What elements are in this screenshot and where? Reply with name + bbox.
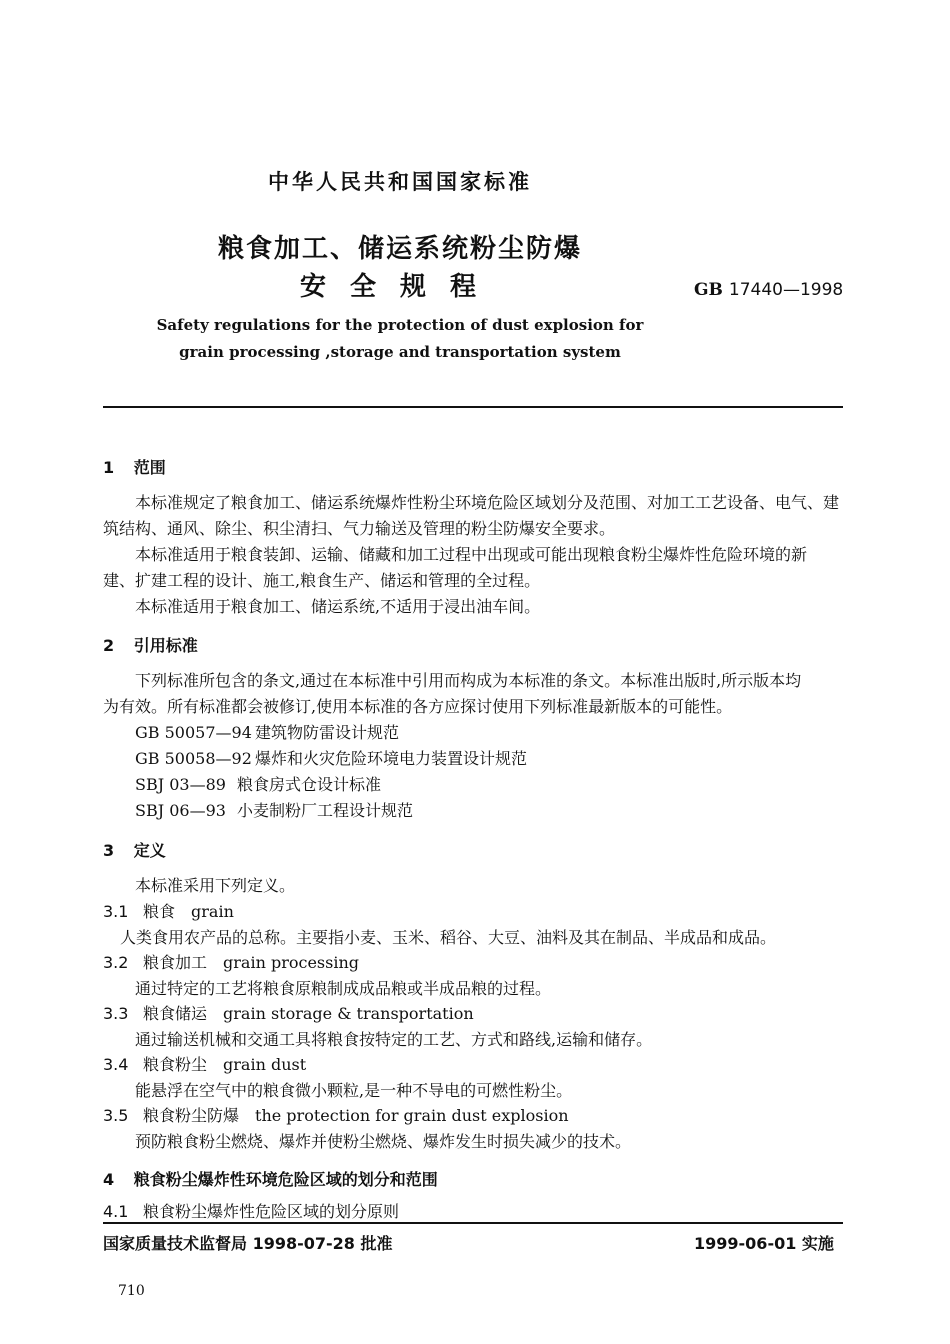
section-3-heading — [103, 838, 166, 861]
definition-text: 预防粮食粉尘燃烧、爆炸并使粉尘燃烧、爆炸发生时损失减少的技术。 — [135, 1132, 632, 1151]
definition-term-en: grain processing — [223, 953, 359, 972]
section-title: 引用标准 — [133, 636, 198, 655]
section-number: 2 — [103, 636, 115, 655]
paragraph-line: 下列标准所包含的条文,通过在本标准中引用而构成为本标准的条文。本标准出版时,所示版本均 — [135, 671, 802, 690]
definition-heading — [103, 899, 234, 925]
section-number: 3 — [103, 841, 115, 860]
reference-code: SBJ 03—89 — [135, 775, 226, 794]
reference-code: GB 50057—94 — [135, 723, 252, 742]
top-divider — [103, 406, 843, 408]
definition-term: 粮食粉尘防爆 — [143, 1106, 240, 1125]
definition-term-en: grain dust — [223, 1055, 307, 1074]
section-title: 定义 — [133, 841, 166, 860]
definition-number: 3.2 — [103, 953, 129, 972]
standard-number — [694, 280, 843, 300]
definition-heading — [103, 1001, 474, 1027]
section-1-heading — [103, 455, 166, 478]
definition-text: 人类食用农产品的总称。主要指小麦、玉米、稻谷、大豆、油料及其在制品、半成品和成品。 — [120, 928, 777, 947]
reference-title: 爆炸和火灾危险环境电力装置设计规范 — [255, 749, 528, 768]
definition-term: 粮食粉尘 — [143, 1055, 208, 1074]
paragraph-line: 为有效。所有标准都会被修订,使用本标准的各方应探讨使用下列标准最新版本的可能性。 — [103, 697, 733, 716]
section-title: 范围 — [133, 458, 166, 477]
reference-item — [135, 746, 527, 772]
definition-term: 粮食储运 — [143, 1004, 208, 1023]
effective-date: 1999-06-01 实施 — [694, 1234, 834, 1253]
subsection-title: 粮食粉尘爆炸性危险区域的划分原则 — [143, 1202, 400, 1221]
paragraph-line: 本标准采用下列定义。 — [135, 876, 296, 895]
section-number: 1 — [103, 458, 115, 477]
reference-item — [135, 720, 399, 746]
approval-date: 国家质量技术监督局 1998-07-28 批准 — [103, 1234, 393, 1253]
paragraph-line: 本标准适用于粮食加工、储运系统,不适用于浸出油车间。 — [135, 597, 541, 616]
definition-number: 3.1 — [103, 902, 129, 921]
paragraph-line: 本标准适用于粮食装卸、运输、储藏和加工过程中出现或可能出现粮食粉尘爆炸性危险环境的新 — [135, 545, 808, 564]
reference-code: GB 50058—92 — [135, 749, 252, 768]
section-2-heading — [103, 633, 198, 656]
definition-number: 3.3 — [103, 1004, 129, 1023]
reference-title: 粮食房式仓设计标准 — [237, 775, 382, 794]
paragraph-line: 建、扩建工程的设计、施工,粮食生产、储运和管理的全过程。 — [103, 571, 541, 590]
reference-item — [135, 798, 413, 824]
definition-heading — [103, 1052, 306, 1078]
definition-number: 3.4 — [103, 1055, 129, 1074]
definition-term-en: grain storage & transportation — [223, 1004, 474, 1023]
paragraph-line: 本标准规定了粮食加工、储运系统爆炸性粉尘环境危险区域划分及范围、对加工工艺设备、电气、建 — [135, 493, 840, 512]
page-number: 710 — [118, 1283, 145, 1299]
definition-text: 通过输送机械和交通工具将粮食按特定的工艺、方式和路线,运输和储存。 — [135, 1030, 653, 1049]
paragraph-line: 筑结构、通风、除尘、积尘清扫、气力输送及管理的粉尘防爆安全要求。 — [103, 519, 616, 538]
title-english-line2: grain processing ,storage and transportation system — [179, 343, 621, 361]
definition-term-en: grain — [191, 902, 234, 921]
definition-text: 通过特定的工艺将粮食原粮制成成品粮或半成品粮的过程。 — [135, 979, 552, 998]
section-4-heading — [103, 1167, 438, 1190]
standard-code: 17440—1998 — [728, 280, 844, 300]
title-chinese-line1: 粮食加工、储运系统粉尘防爆 — [217, 234, 582, 264]
definition-term: 粮食加工 — [143, 953, 208, 972]
title-english-line1: Safety regulations for the protection of dust explosion for — [156, 316, 644, 334]
definition-number: 3.5 — [103, 1106, 129, 1125]
reference-title: 建筑物防雷设计规范 — [255, 723, 400, 742]
reference-title: 小麦制粉厂工程设计规范 — [237, 801, 414, 820]
reference-item — [135, 772, 381, 798]
definition-heading — [103, 1103, 569, 1129]
title-chinese-line2: 安全规程 — [299, 272, 500, 302]
definition-text: 能悬浮在空气中的粮食微小颗粒,是一种不导电的可燃性粉尘。 — [135, 1081, 573, 1100]
reference-code: SBJ 06—93 — [135, 801, 226, 820]
bottom-divider — [103, 1222, 843, 1224]
standard-prefix: GB — [694, 280, 723, 300]
national-standard-header: 中华人民共和国国家标准 — [268, 170, 532, 194]
definition-term-en: the protection for grain dust explosion — [255, 1106, 569, 1125]
section-title: 粮食粉尘爆炸性环境危险区域的划分和范围 — [133, 1170, 438, 1189]
definition-term: 粮食 — [143, 902, 176, 921]
section-number: 4 — [103, 1170, 115, 1189]
definition-heading — [103, 950, 359, 976]
subsection-number: 4.1 — [103, 1202, 129, 1221]
